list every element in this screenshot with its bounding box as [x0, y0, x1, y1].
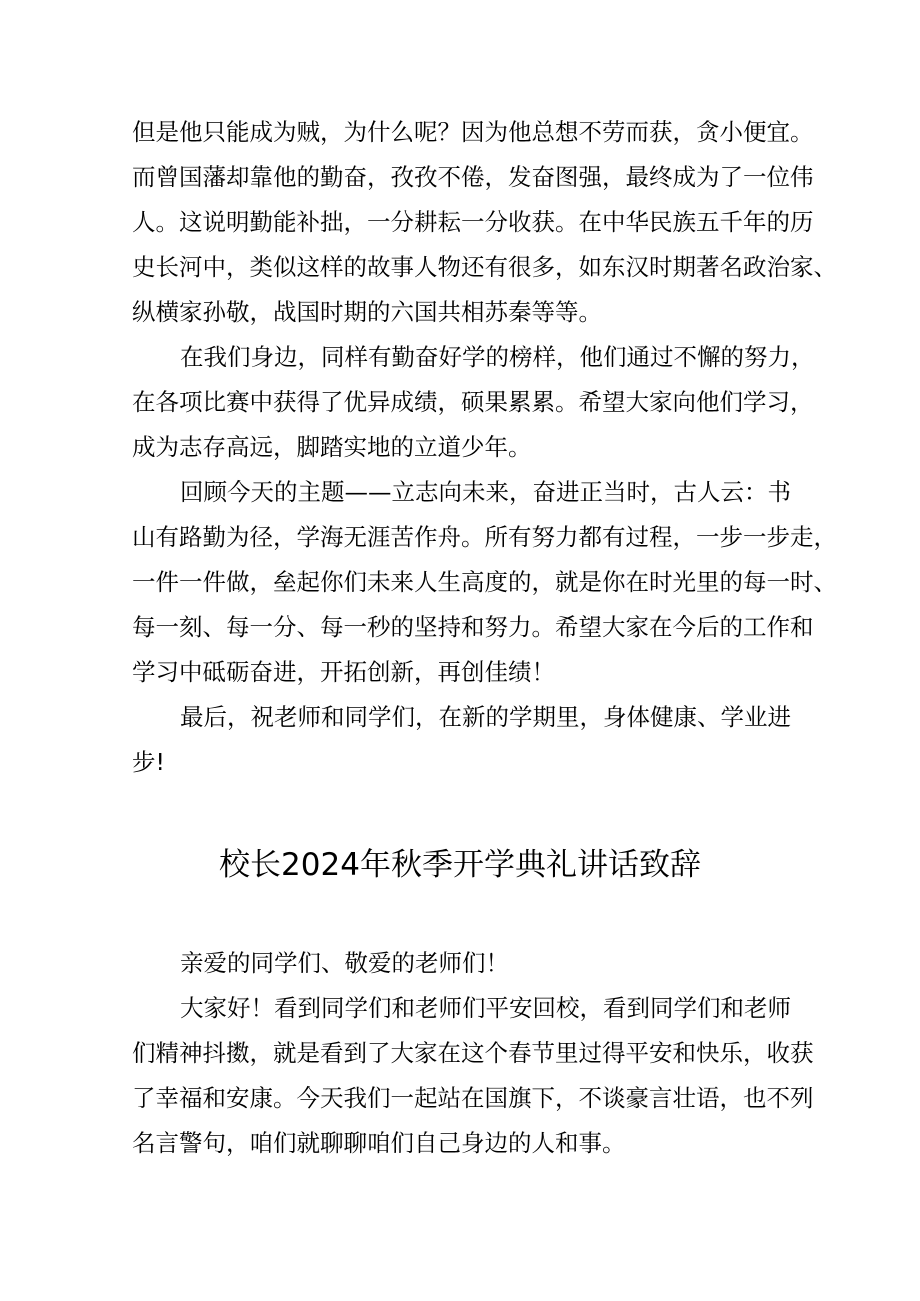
salutation: 亲爱的同学们、敬爱的老师们！ [180, 949, 509, 977]
text-line: 纵横家孙敬，战国时期的六国共相苏秦等等。 [132, 298, 602, 326]
text-line: 人。这说明勤能补拙，一分耕耘一分收获。在中华民族五千年的历 [132, 208, 814, 236]
paragraph-first-line: 大家好！看到同学们和老师们平安回校，看到同学们和老师 [180, 994, 791, 1022]
text-line: 山有路勤为径，学海无涯苦作舟。所有努力都有过程，一步一步走， [132, 523, 837, 551]
text-line: 名言警句，咱们就聊聊咱们自己身边的人和事。 [132, 1129, 626, 1157]
text-line: 每一刻、每一分、每一秒的坚持和努力。希望大家在今后的工作和 [132, 613, 814, 641]
text-line: 步! [132, 748, 165, 776]
text-line: 学习中砥砺奋进，开拓创新，再创佳绩！ [132, 658, 555, 686]
text-line: 而曾国藩却靠他的勤奋，孜孜不倦，发奋图强，最终成为了一位伟 [132, 163, 814, 191]
text-line: 们精神抖擞，就是看到了大家在这个春节里过得平安和快乐，收获 [132, 1039, 814, 1067]
speech-title: 校长2024年秋季开学典礼讲话致辞 [219, 847, 701, 883]
paragraph-first-line: 回顾今天的主题——立志向未来，奋进正当时，古人云：书 [180, 478, 791, 506]
text-line: 在各项比赛中获得了优异成绩，硕果累累。希望大家向他们学习， [132, 388, 814, 416]
text-line: 史长河中，类似这样的故事人物还有很多，如东汉时期著名政治家、 [132, 253, 837, 281]
text-line: 但是他只能成为贼，为什么呢？因为他总想不劳而获，贪小便宜。 [132, 118, 814, 146]
text-line: 一件一件做，垒起你们未来人生高度的，就是你在时光里的每一时、 [132, 568, 837, 596]
body-text-previous-speech [132, 110, 837, 785]
paragraph-first-line: 在我们身边，同样有勤奋好学的榜样，他们通过不懈的努力， [180, 343, 815, 371]
paragraph-first-line: 最后，祝老师和同学们，在新的学期里，身体健康、学业进 [180, 703, 791, 731]
text-line: 成为志存高远，脚踏实地的立道少年。 [132, 433, 532, 461]
body-text-speech [132, 941, 814, 1166]
text-line: 了幸福和安康。今天我们一起站在国旗下，不谈豪言壮语，也不列 [132, 1084, 814, 1112]
